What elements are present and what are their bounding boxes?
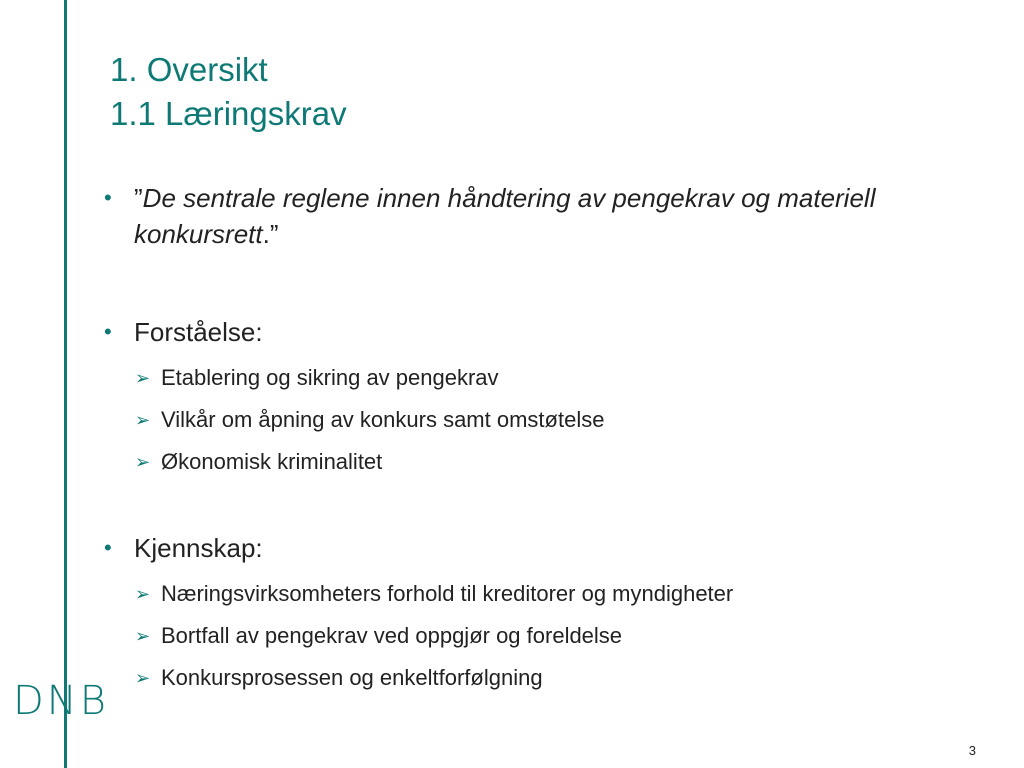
list-item [104,622,984,650]
section-heading-understanding [104,314,984,350]
quote-bullet [104,180,984,252]
list-item-text: Konkursprosessen og enkeltforfølgning [161,665,543,690]
section-heading-knowledge [104,530,984,566]
page-number: 3 [968,743,976,758]
arrow-bullet-icon: ➢ [135,668,151,688]
list-item [104,580,984,608]
bullet-icon: • [104,319,112,344]
list-item-text: Vilkår om åpning av konkurs samt omstøtelse [161,407,605,432]
slide-title [110,48,347,136]
quote-text: De sentrale reglene innen håndtering av pengekrav og materiell konkursrett [134,183,876,249]
list-item [104,664,984,692]
arrow-bullet-icon: ➢ [135,626,151,646]
quote-close: .” [262,219,279,249]
list-item [104,406,984,434]
section-heading: Kjennskap: [134,533,263,563]
arrow-bullet-icon: ➢ [135,584,151,604]
title-line-2: 1.1 Læringskrav [110,95,347,132]
list-item-text: Økonomisk kriminalitet [161,449,383,474]
arrow-bullet-icon: ➢ [135,452,151,472]
vertical-accent-line [64,0,67,768]
title-line-1: 1. Oversikt [110,51,268,88]
slide-content [104,180,984,692]
list-item-text: Bortfall av pengekrav ved oppgjør og foreldelse [161,623,623,648]
arrow-bullet-icon: ➢ [135,368,151,388]
arrow-bullet-icon: ➢ [135,410,151,430]
section-heading: Forståelse: [134,317,263,347]
list-item [104,448,984,476]
quote-open: ” [134,183,143,213]
bullet-icon: • [104,535,112,560]
list-item-text: Etablering og sikring av pengekrav [161,365,499,390]
list-item-text: Næringsvirksomheters forhold til kreditorer og myndigheter [161,581,734,606]
dnb-logo: DNB [13,678,109,724]
list-item [104,364,984,392]
bullet-icon: • [104,185,112,210]
